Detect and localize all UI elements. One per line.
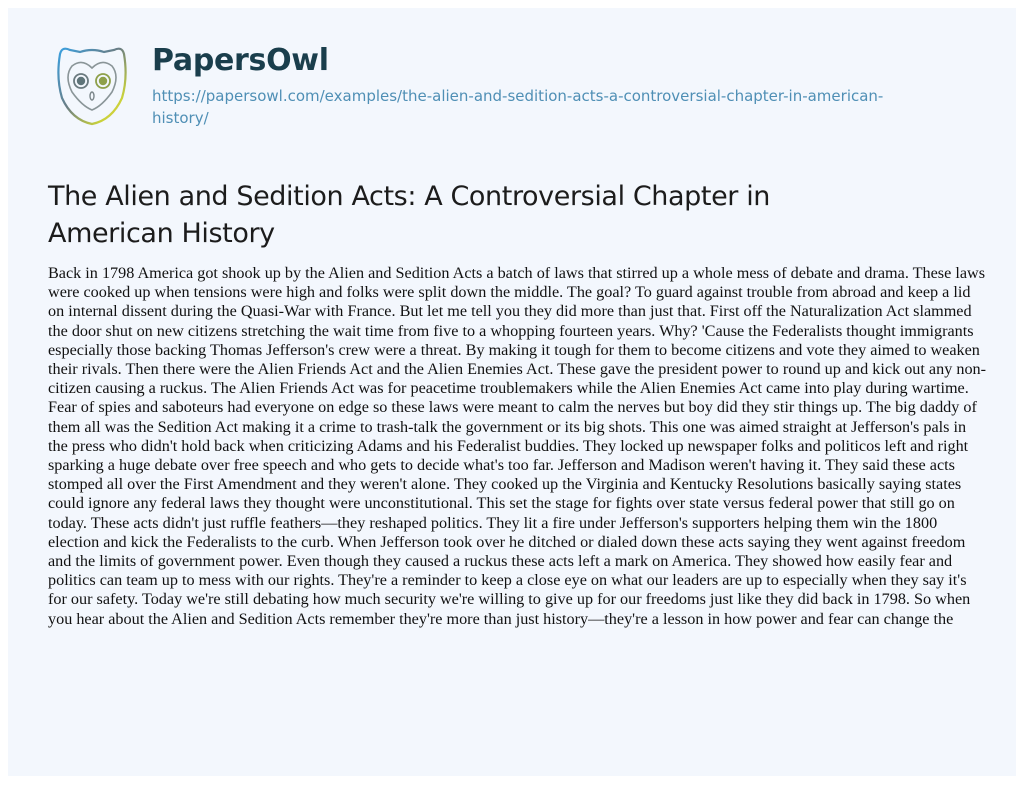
document-panel (8, 8, 1016, 776)
document-body: Back in 1798 America got shook up by the Alien and Sedition Acts a batch of laws that stirred up a whole mess of debate and drama. These laws were cooked up when tensions were high and folks were split down the middle. The goal? To guard against trouble from abroad and keep a lid on internal dissent during the Quasi-War with France. But let me tell you they did more than just that. First off the Naturalization Act slammed the door shut on new citizens stretching the wait time from five to a whopping fourteen years. Why? 'Cause the Federalists thought immigrants especially those backing Thomas Jefferson's crew were a threat. By making it tough for them to become citizens and vote they aimed to weaken their rivals. Then there were the Alien Friends Act and the Alien Enemies Act. These gave the president power to round up and kick out any non-citizen causing a ruckus. The Alien Friends Act was for peacetime troublemakers while the Alien Enemies Act came into play during wartime. Fear of spies and saboteurs had everyone on edge so these laws were meant to calm the nerves but boy did they stir things up. The big daddy of them all was the Sedition Act making it a crime to trash-talk the government or its big shots. This one was aimed straight at Jefferson's pals in the press who didn't hold back when criticizing Adams and his Federalist buddies. They locked up newspaper folks and politicos left and right sparking a huge debate over free speech and who gets to decide what's too far. Jefferson and Madison weren't having it. They said these acts stomped all over the First Amendment and they weren't alone. They cooked up the Virginia and Kentucky Resolutions basically saying states could ignore any federal laws they thought were unconstitutional. This set the stage for fights over state versus federal power that still go on today. These acts didn't just ruffle feathers—they reshaped politics. They lit a fire under Jefferson's supporters helping them win the 1800 election and kick the Federalists to the curb. When Jefferson took over he ditched or dialed down these acts saying they went against freedom and the limits of government power. Even though they caused a ruckus these acts left a mark on America. They showed how easily fear and politics can team up to mess with our rights. They're a reminder to keep a close eye on what our leaders are up to especially when they say it's for our safety. Today we're still debating how much security we're willing to give up for our freedoms just like they did back in 1798. So when you hear about the Alien and Sedition Acts remember they're more than just history—they're a lesson in how power and fear can change the (48, 264, 987, 628)
owl-logo-icon (52, 38, 132, 128)
brand-text-block (152, 39, 912, 129)
brand-name: PapersOwl (152, 43, 329, 78)
document-title: The Alien and Sedition Acts: A Controversial Chapter in American History (48, 181, 771, 249)
source-url-link[interactable]: https://papersowl.com/examples/the-alien-and-sedition-acts-a-controversial-chapter-in-american-history/ (152, 87, 884, 127)
brand-header (52, 38, 132, 128)
